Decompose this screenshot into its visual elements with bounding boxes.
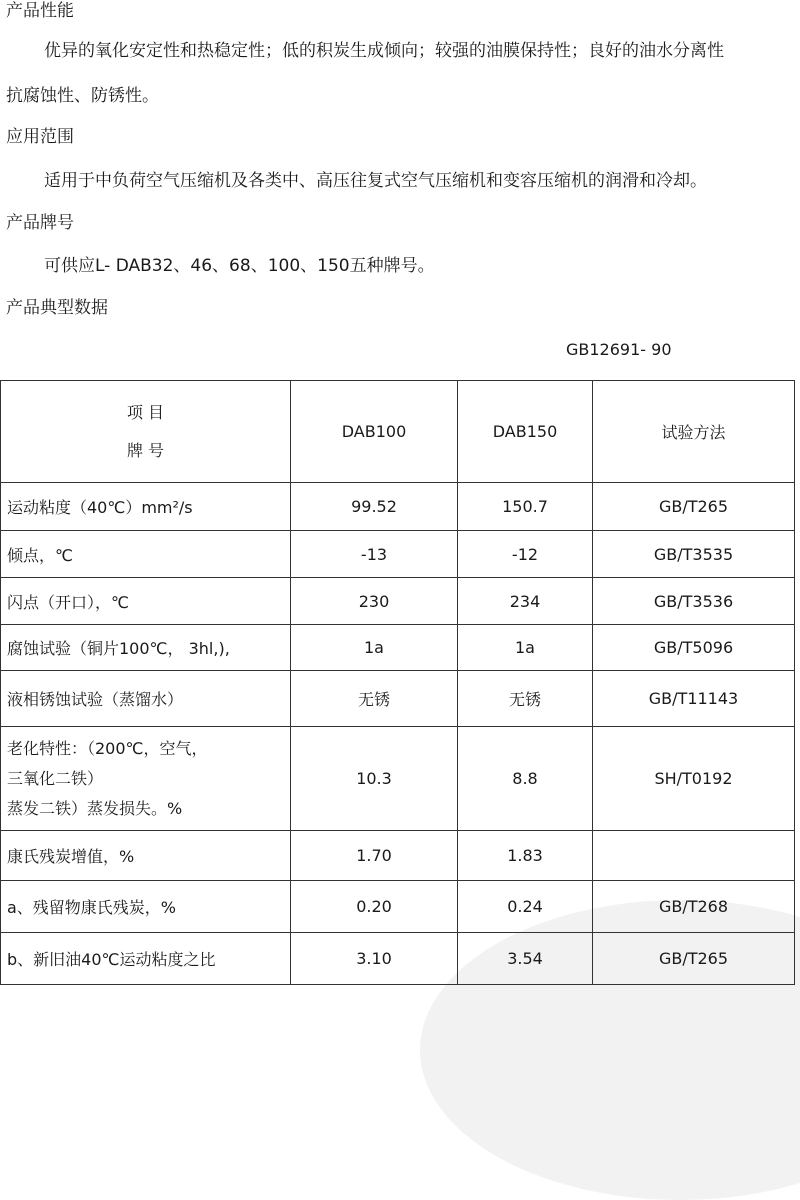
table-row (1, 933, 795, 985)
row-item-line1: 老化特性：（200℃，空气， (7, 738, 208, 758)
table-row (1, 881, 795, 933)
row-value-dab100: 230 (291, 578, 458, 625)
row-value-dab100: -13 (291, 531, 458, 578)
application-text: 适用于中负荷空气压缩机及各类中、高压往复式空气压缩机和变容压缩机的润滑和冷却。 (44, 171, 707, 191)
table-row (1, 531, 795, 578)
row-value-dab100: 99.52 (291, 483, 458, 531)
table-row (1, 483, 795, 531)
row-method: SH/T0192 (593, 727, 795, 831)
table-header-row (1, 381, 795, 483)
row-value-dab150: 3.54 (458, 933, 593, 985)
table-row (1, 578, 795, 625)
header-grade-label: 牌 号 (126, 440, 165, 460)
grades-text: 可供应L- DAB32、46、68、100、150五种牌号。 (44, 256, 435, 276)
header-item-cell (1, 381, 291, 483)
typical-data-table (0, 380, 795, 985)
row-item-aging (1, 727, 291, 831)
row-method: GB/T11143 (593, 671, 795, 727)
row-method: GB/T5096 (593, 625, 795, 671)
row-item: 运动粘度（40℃）mm²/s (1, 483, 291, 531)
row-method: GB/T268 (593, 881, 795, 933)
row-method: GB/T265 (593, 933, 795, 985)
row-value-dab100: 10.3 (291, 727, 458, 831)
row-value-dab150: 1a (458, 625, 593, 671)
table-row (1, 831, 795, 881)
row-value-dab150: 0.24 (458, 881, 593, 933)
performance-title: 产品性能 (6, 1, 74, 21)
row-value-dab150: 1.83 (458, 831, 593, 881)
table-row (1, 671, 795, 727)
row-value-dab100: 3.10 (291, 933, 458, 985)
row-item: 液相锈蚀试验（蒸馏水） (1, 671, 291, 727)
header-dab100: DAB100 (291, 381, 458, 483)
row-item: 腐蚀试验（铜片100℃， 3hl,), (1, 625, 291, 671)
table-row (1, 727, 795, 831)
grades-title: 产品牌号 (6, 213, 74, 233)
application-title: 应用范围 (6, 127, 74, 147)
row-value-dab100: 1.70 (291, 831, 458, 881)
row-method: GB/T265 (593, 483, 795, 531)
row-value-dab150: 8.8 (458, 727, 593, 831)
performance-text-line1: 优异的氧化安定性和热稳定性；低的积炭生成倾向；较强的油膜保持性；良好的油水分离性 (44, 41, 724, 61)
header-dab150: DAB150 (458, 381, 593, 483)
row-item: 倾点，℃ (1, 531, 291, 578)
header-item-label: 项 目 (126, 402, 165, 422)
typical-data-title: 产品典型数据 (6, 298, 108, 318)
row-item: a、残留物康氏残炭，% (1, 881, 291, 933)
row-method: GB/T3535 (593, 531, 795, 578)
row-value-dab150: 150.7 (458, 483, 593, 531)
standard-reference: GB12691- 90 (566, 340, 672, 359)
row-method: GB/T3536 (593, 578, 795, 625)
row-value-dab100: 无锈 (291, 671, 458, 727)
row-item: 康氏残炭增值，% (1, 831, 291, 881)
row-item-line3: 蒸发二铁）蒸发损失。% (7, 798, 183, 818)
row-value-dab150: -12 (458, 531, 593, 578)
table-row (1, 625, 795, 671)
row-method (593, 831, 795, 881)
performance-text-line2: 抗腐蚀性、防锈性。 (6, 86, 159, 106)
row-value-dab150: 无锈 (458, 671, 593, 727)
row-item: b、新旧油40℃运动粘度之比 (1, 933, 291, 985)
header-test-method: 试验方法 (593, 381, 795, 483)
row-item: 闪点（开口），℃ (1, 578, 291, 625)
row-value-dab100: 0.20 (291, 881, 458, 933)
row-value-dab150: 234 (458, 578, 593, 625)
row-value-dab100: 1a (291, 625, 458, 671)
row-item-line2: 三氧化二铁） (7, 768, 104, 788)
